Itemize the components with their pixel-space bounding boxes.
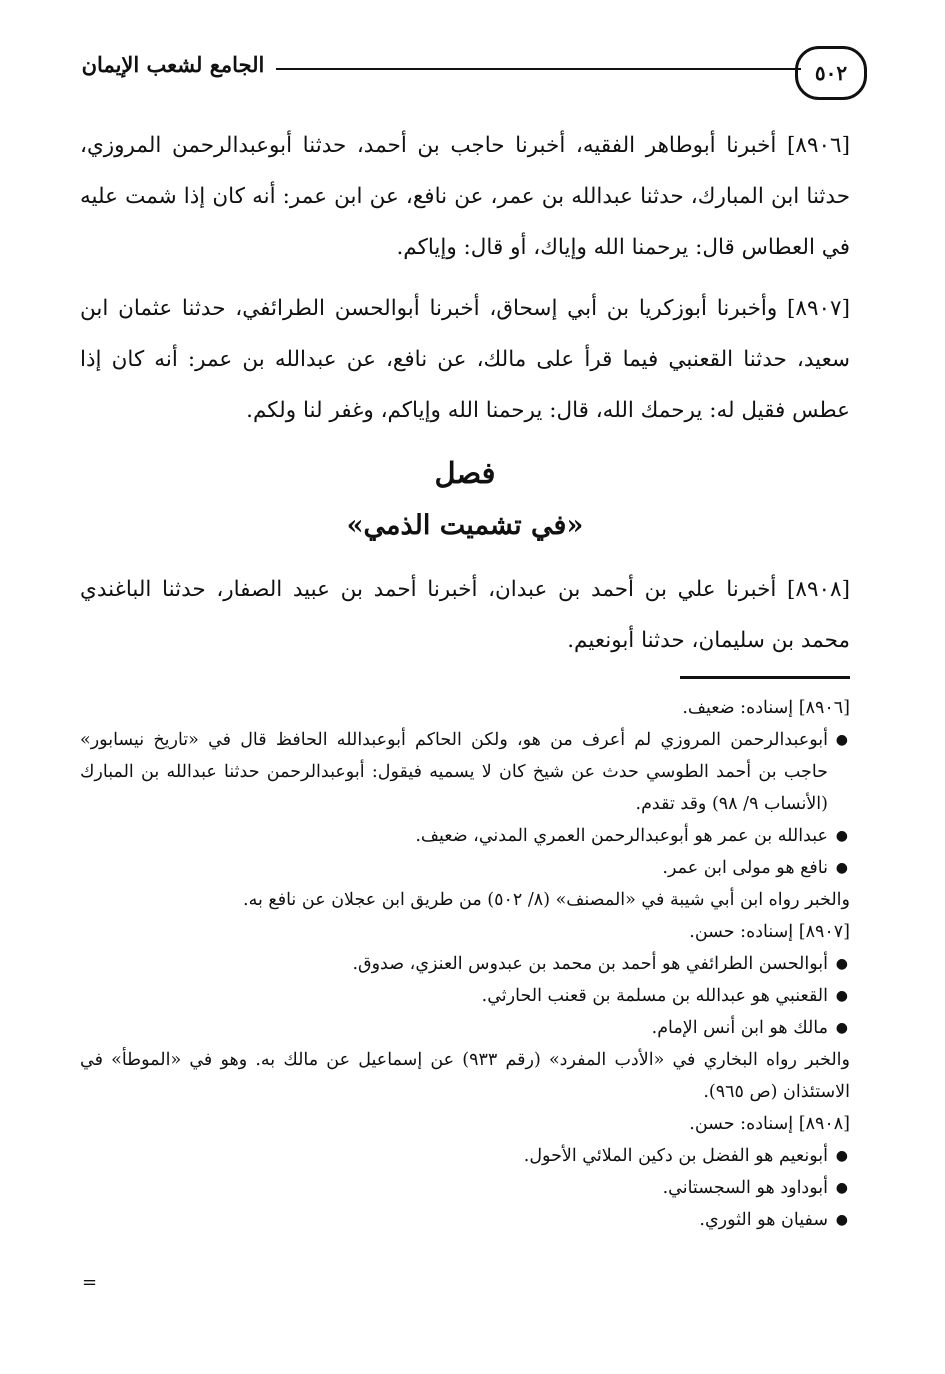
hadith-8907 [80,283,850,436]
footnote-bullets [80,724,850,884]
hadith-text: وأخبرنا أبوزكريا بن أبي إسحاق، أخبرنا أبوالحسن الطرائفي، حدثنا عثمان ابن سعيد، حدثنا القعنبي فيما قرأ على مالك، عن نافع، عن عبدالله بن عمر: أنه كان إذا عطس فقيل له: يرحمك الله، قال: يرحمنا الله وإياكم، وغفر لنا ولكم. [80,296,850,423]
page-header [78,46,867,100]
bullet-text: عبدالله بن عمر هو أبوعبدالرحمن العمري المدني، ضعيف. [415,826,828,846]
bullet-icon: ● [835,1020,848,1036]
footnote-bullets [80,1140,850,1236]
list-item [80,1012,848,1044]
section-title: فصل [434,456,496,490]
bullet-text: أبونعيم هو الفضل بن دكين الملائي الأحول. [523,1146,828,1166]
bullet-icon: ● [835,860,848,876]
footnote-heading: [٨٩٠٦] إسناده: ضعيف. [682,698,850,718]
bullet-text: أبوالحسن الطرائفي هو أحمد بن محمد بن عبدوس العنزي، صدوق. [352,954,828,974]
hadith-text: أخبرنا علي بن أحمد بن عبدان، أخبرنا أحمد بن عبيد الصفار، حدثنا الباغندي محمد بن سليمان، حدثنا أبونعيم. [80,577,850,653]
bullet-text: سفيان هو الثوري. [699,1210,828,1230]
page-number: ٥٠٢ [795,46,867,100]
bullet-icon: ● [835,988,848,1004]
hadith-8906 [80,120,850,273]
section-heading [80,450,850,556]
footnote-tail: والخبر رواه البخاري في «الأدب المفرد» (رقم ٩٣٣) عن إسماعيل عن مالك به. وهو في «الموطأ» في الاستئذان (ص ٩٦٥). [80,1050,850,1102]
list-item [80,852,848,884]
hadith-number: [٨٩٠٧] [787,296,850,321]
bullet-text: نافع هو مولى ابن عمر. [662,858,828,878]
bullet-icon: ● [835,828,848,844]
bullet-text: القعنبي هو عبدالله بن مسلمة بن قعنب الحارثي. [481,986,828,1006]
footnote-separator [680,676,850,679]
list-item [80,724,848,820]
footnote-tail: والخبر رواه ابن أبي شيبة في «المصنف» (٨/ ٥٠٢) من طريق ابن عجلان عن نافع به. [243,890,850,910]
bullet-text: أبوعبدالرحمن المروزي لم أعرف من هو، ولكن الحاكم أبوعبدالله الحافظ قال في «تاريخ نيسابور» حاجب بن أحمد الطوسي حدث عن شيخ كان لا يسميه فيقول: أبوعبدالرحمن حدثنا عبدالله بن المبارك (الأنساب ٩/ ٩٨) وقد تقدم. [80,730,828,814]
book-title: الجامع لشعب الإيمان [81,52,265,77]
main-text [80,120,850,676]
hadith-text: أخبرنا أبوطاهر الفقيه، أخبرنا حاجب بن أحمد، حدثنا أبوعبدالرحمن المروزي، حدثنا ابن المبارك، حدثنا عبدالله بن عمر، عن نافع، عن ابن عمر: أنه كان إذا شمت عليه في العطاس قال: يرحمنا الله وإياك، أو قال: وإياكم. [80,133,850,260]
continuation-mark: = [82,1272,98,1293]
bullet-icon: ● [835,732,848,748]
footnote-heading: [٨٩٠٧] إسناده: حسن. [689,922,850,942]
footnote-heading: [٨٩٠٨] إسناده: حسن. [689,1114,850,1134]
header-rule [276,68,801,70]
bullet-icon: ● [835,956,848,972]
bullet-text: مالك هو ابن أنس الإمام. [651,1018,828,1038]
list-item [80,980,848,1012]
footnote-bullets [80,948,850,1044]
list-item [80,1172,848,1204]
bullet-icon: ● [835,1148,848,1164]
list-item [80,1140,848,1172]
bullet-icon: ● [835,1212,848,1228]
list-item [80,948,848,980]
bullet-text: أبوداود هو السجستاني. [662,1178,828,1198]
hadith-number: [٨٩٠٨] [787,577,850,602]
section-subtitle: «في تشميت الذمي» [346,510,584,541]
bullet-icon: ● [835,1180,848,1196]
footnotes [80,692,850,1236]
hadith-number: [٨٩٠٦] [787,133,850,158]
list-item [80,820,848,852]
hadith-8908 [80,564,850,666]
list-item [80,1204,848,1236]
